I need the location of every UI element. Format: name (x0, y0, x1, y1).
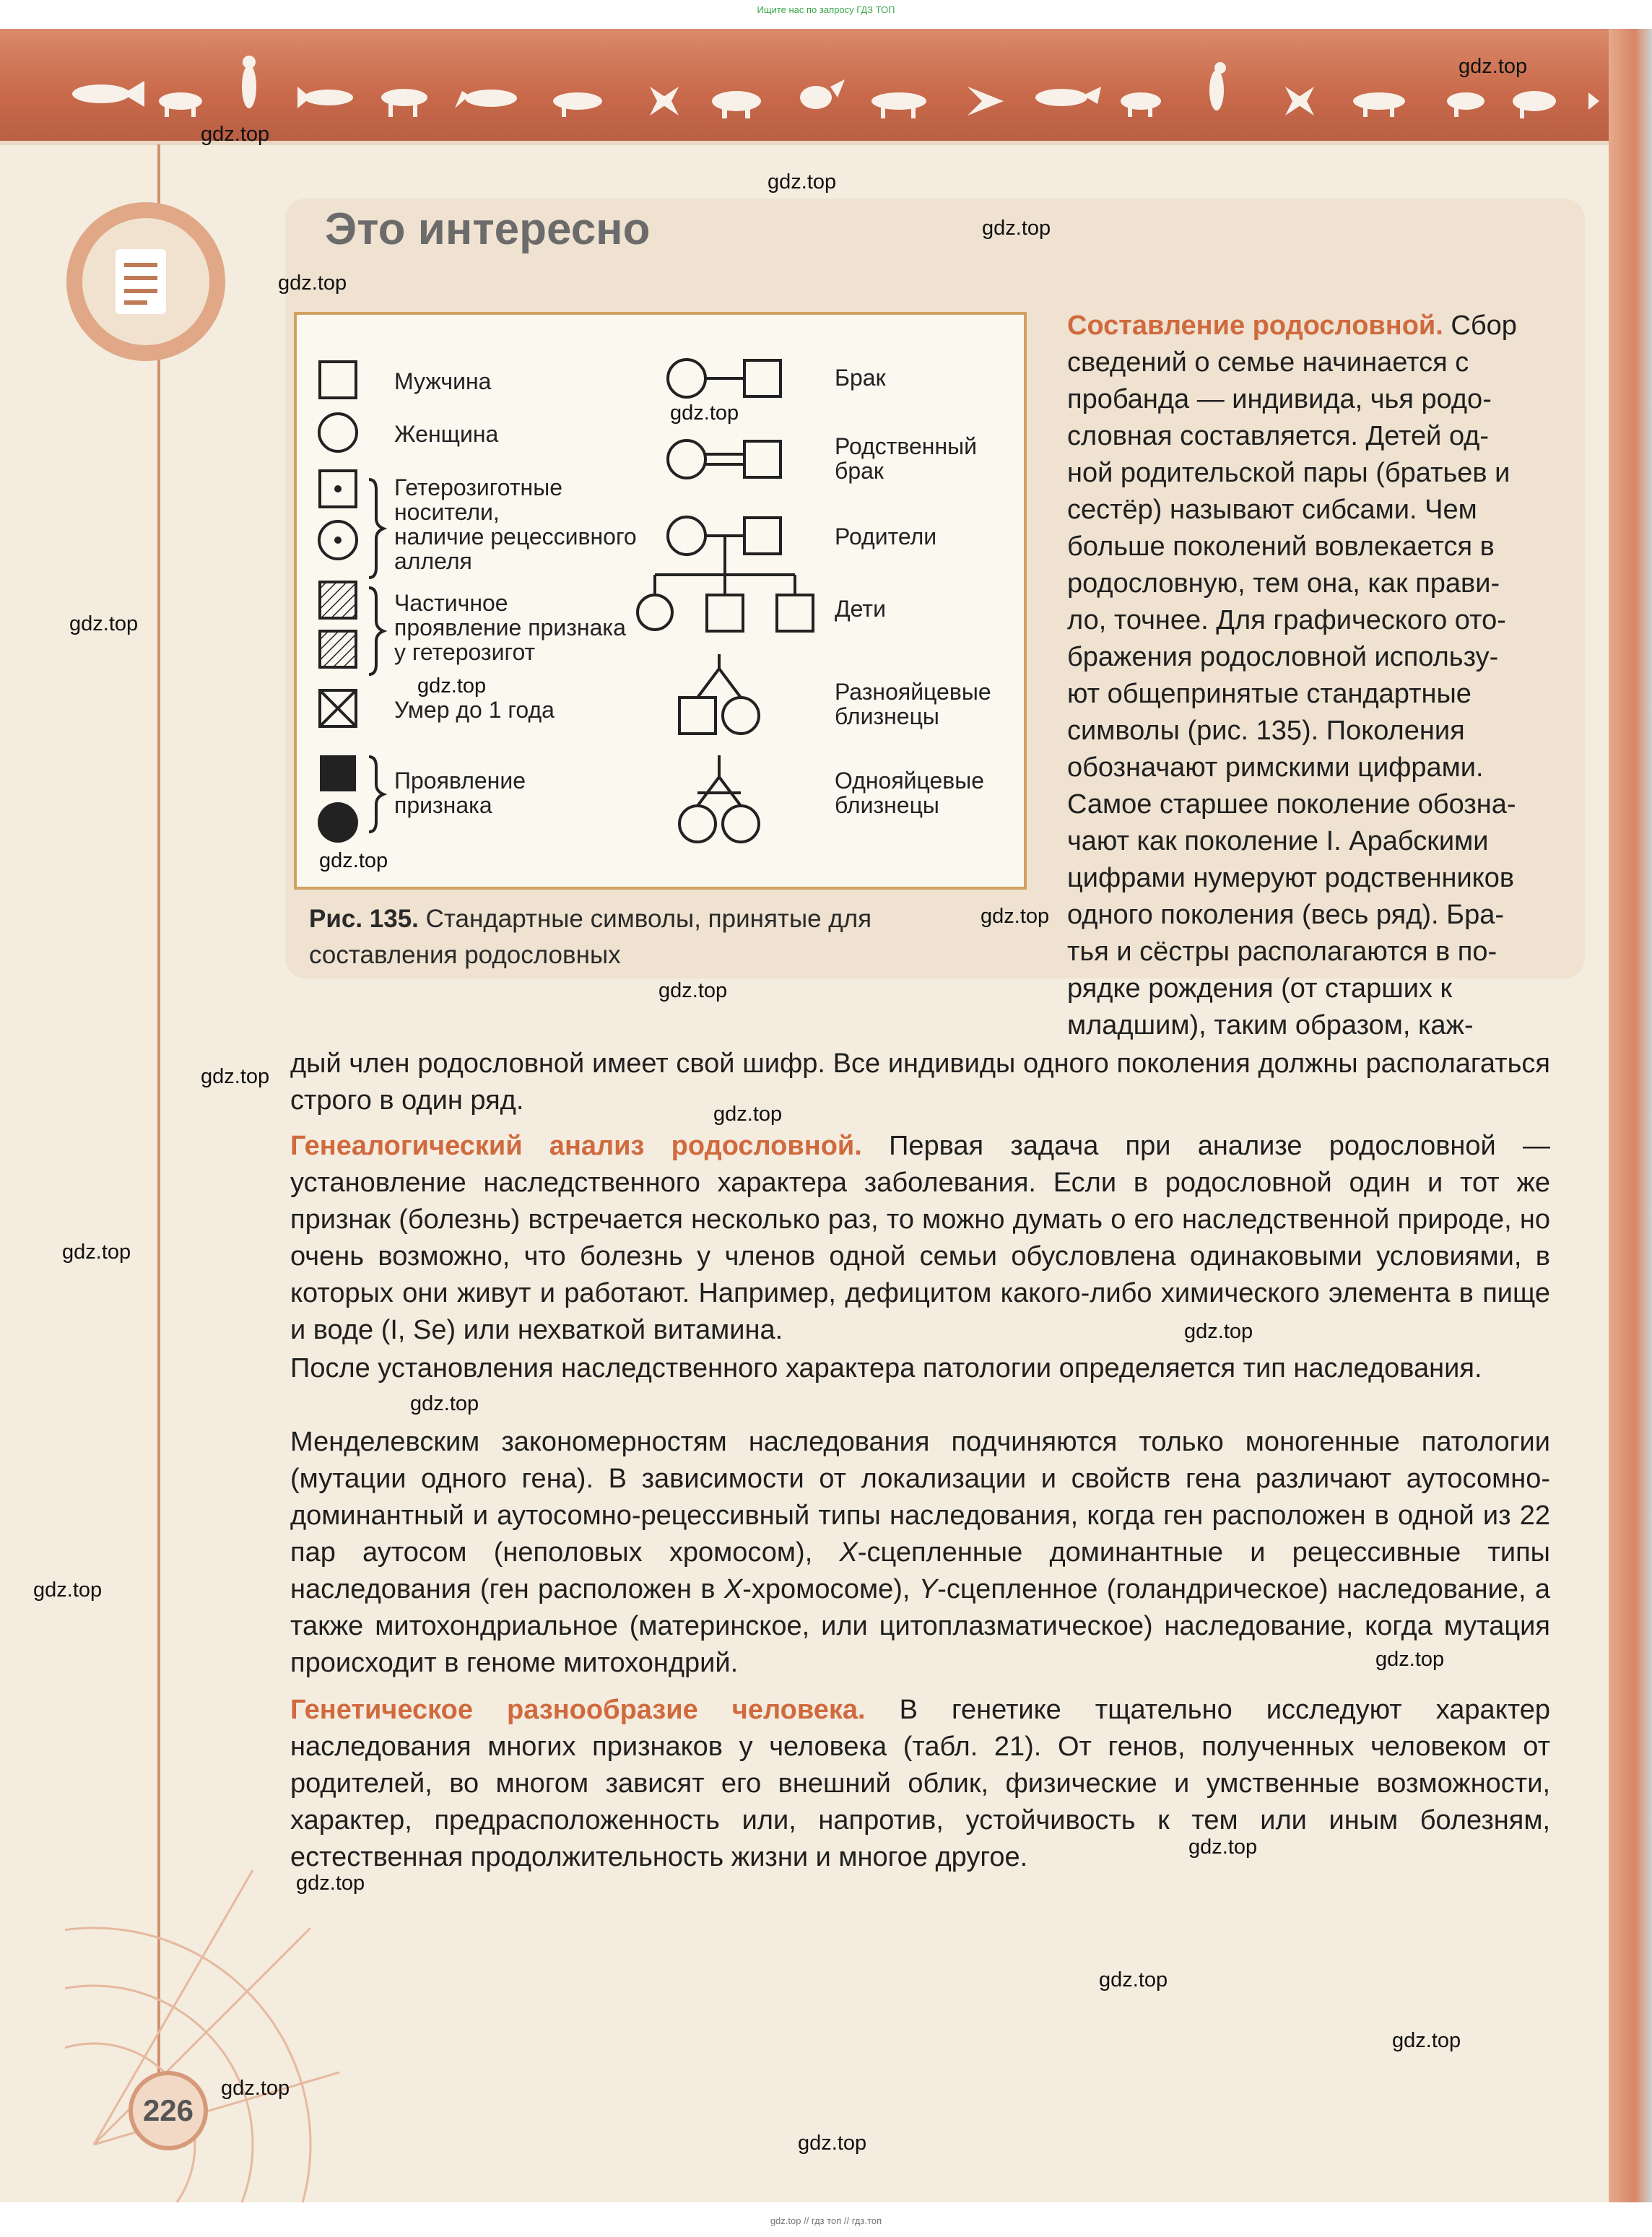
watermark: gdz.top (62, 1241, 131, 1264)
brace-icon (369, 479, 383, 832)
partial-trait-male-icon (320, 582, 356, 618)
paragraph-mendelian: Менделевским закономерностям наследования подчиняются только моногенные патологии (мутации одного гена). В зависимости от локализации и свойств гена различают аутосомно-доминантный и аутосомно-рецессивный типы наследования, когда ген расположен в одной из 22 пар аутосом (неполовых хромосом), X-сцепленные доминантные и рецессивные типы наследования (ген расположен в X-хромосоме), Y-сцепленное (голандрическое) наследование, а также митохондриальное (материнское, или цитоплазматическое) наследование, когда мутация происходит в геноме митохондрий. (290, 1427, 1550, 1678)
figure-caption: Рис. 135. Стандартные символы, принятые для составления родословных (309, 905, 872, 969)
legend-heterozygous: Гетерозиготные носители, наличие рецессивного аллеля (394, 474, 637, 574)
watermark: gdz.top (1458, 55, 1528, 78)
watermark: gdz.top (1392, 2029, 1461, 2052)
legend-marriage: Брак (835, 365, 886, 391)
legend-partial: Частичное проявление признака у гетерозигот (394, 590, 626, 665)
identical-twins-icon (679, 755, 759, 842)
legend-fraternal-twins: Разнояйцевые близнецы (835, 679, 991, 729)
watermark: gdz.top (1375, 1648, 1445, 1671)
paragraph-inheritance-type: После установления наследственного характера патологии определяется тип наследования. (290, 1353, 1482, 1384)
watermark: gdz.top (658, 979, 728, 1002)
affected-female-icon (318, 802, 358, 843)
paragraph-genealogical-analysis: Генеалогический анализ родословной. Первая задача при анализе родословной — установление наследственного характера заболевания. Если в родословной один и тот же признак (болезнь) встречается несколько раз, то можно думать о его наследственной природе, но очень возможно, что болезнь у членов одной семьи обусловлена одинаковыми условиями, в которых они живут и работают. Например, дефицитом какого-либо химического элемента в пище и воде (I, Se) или нехваткой витамина. (290, 1131, 1550, 1345)
watermark: gdz.top (221, 2077, 290, 2100)
watermark: gdz.top (798, 2132, 867, 2155)
heterozygous-male-icon (320, 471, 356, 507)
watermark: gdz.top (1188, 1836, 1258, 1859)
died-infant-icon (320, 690, 356, 726)
legend-parents: Родители (835, 524, 937, 550)
watermark: gdz.top (1099, 1968, 1168, 1991)
male-symbol-icon (320, 362, 356, 398)
female-symbol-icon (319, 414, 357, 451)
paragraph-pedigree-tail: дый член родословной имеет свой шифр. Все индивиды одного поколения должны располагаться строго в один ряд. (290, 1048, 1550, 1116)
legend-female: Женщина (394, 421, 499, 447)
top-note: Ищите нас по запросу ГДЗ ТОП (757, 4, 895, 15)
watermark: gdz.top (69, 612, 139, 635)
legend-children: Дети (835, 596, 886, 622)
watermark: gdz.top (201, 1065, 270, 1088)
pedigree-symbols-figure (294, 312, 1027, 890)
section-title: Это интересно (325, 204, 651, 254)
affected-male-icon (320, 755, 356, 791)
watermark: gdz.top (33, 1578, 103, 1602)
legend-male: Мужчина (394, 368, 492, 394)
page-right-edge (1609, 29, 1652, 2202)
paragraph-pedigree-composition: Составление родословной. Сбор сведений о семье начинается с пробанда — индивида, чья родо- словная составляется. Детей од- ной родительской пары (братьев и сестёр) называют сибсами. Чем больше поколений вовлекается в родословную, тем она, как прави- ло, точнее. Для графического ото- бражения родословной использу- ют общепринятые стандартные символы (рис. 135). Поколения обозначают римскими цифрами. Самое старшее поколение обозна- чают как поколение I. Арабскими цифрами нумеруют родственников одного поколения (весь ряд). Бра- тья и сёстры располагаются в по- рядке рождения (от старших к младшим), таким образом, каж- (1067, 310, 1517, 1041)
parents-symbol-icon (668, 517, 781, 575)
legend-identical-twins: Однояйцевые близнецы (835, 768, 985, 818)
watermark: gdz.top (278, 272, 347, 295)
marriage-symbol-icon (668, 360, 781, 397)
watermark: gdz.top (768, 170, 837, 194)
watermark: gdz.top (417, 674, 487, 698)
watermark: gdz.top (1184, 1320, 1253, 1343)
legend-died: Умер до 1 года (394, 697, 555, 723)
heterozygous-female-icon (319, 521, 357, 559)
document-lines-icon (116, 249, 166, 314)
watermark: gdz.top (201, 123, 270, 146)
fraternal-twins-icon (679, 654, 759, 734)
legend-trait: Проявление признака (394, 768, 526, 818)
watermark: gdz.top (670, 401, 739, 425)
watermark: gdz.top (982, 217, 1051, 240)
watermark: gdz.top (981, 905, 1050, 928)
page-number: 226 (129, 2071, 208, 2150)
watermark: gdz.top (319, 849, 388, 872)
footer-note: gdz.top // гдз топ // гдз.топ (770, 2215, 882, 2226)
watermark: gdz.top (713, 1103, 783, 1126)
document-icon (116, 249, 166, 314)
watermark: gdz.top (410, 1392, 479, 1415)
watermark: gdz.top (296, 1872, 365, 1895)
paragraph-genetic-diversity: Генетическое разнообразие человека. В генетике тщательно исследуют характер наследования многих признаков у человека (табл. 21). От генов, полученных человеком от родителей, во многом зависят его внешний облик, физические и умственные возможности, характер, предрасположенность или, напротив, устойчивость к тем или иным болезням, естественная продолжительность жизни и многое другое. (290, 1695, 1550, 1872)
consanguineous-marriage-icon (668, 440, 781, 478)
children-symbol-icon (638, 575, 813, 631)
legend-consanguineous: Родственный брак (835, 433, 978, 484)
partial-trait-female-icon (320, 631, 356, 667)
